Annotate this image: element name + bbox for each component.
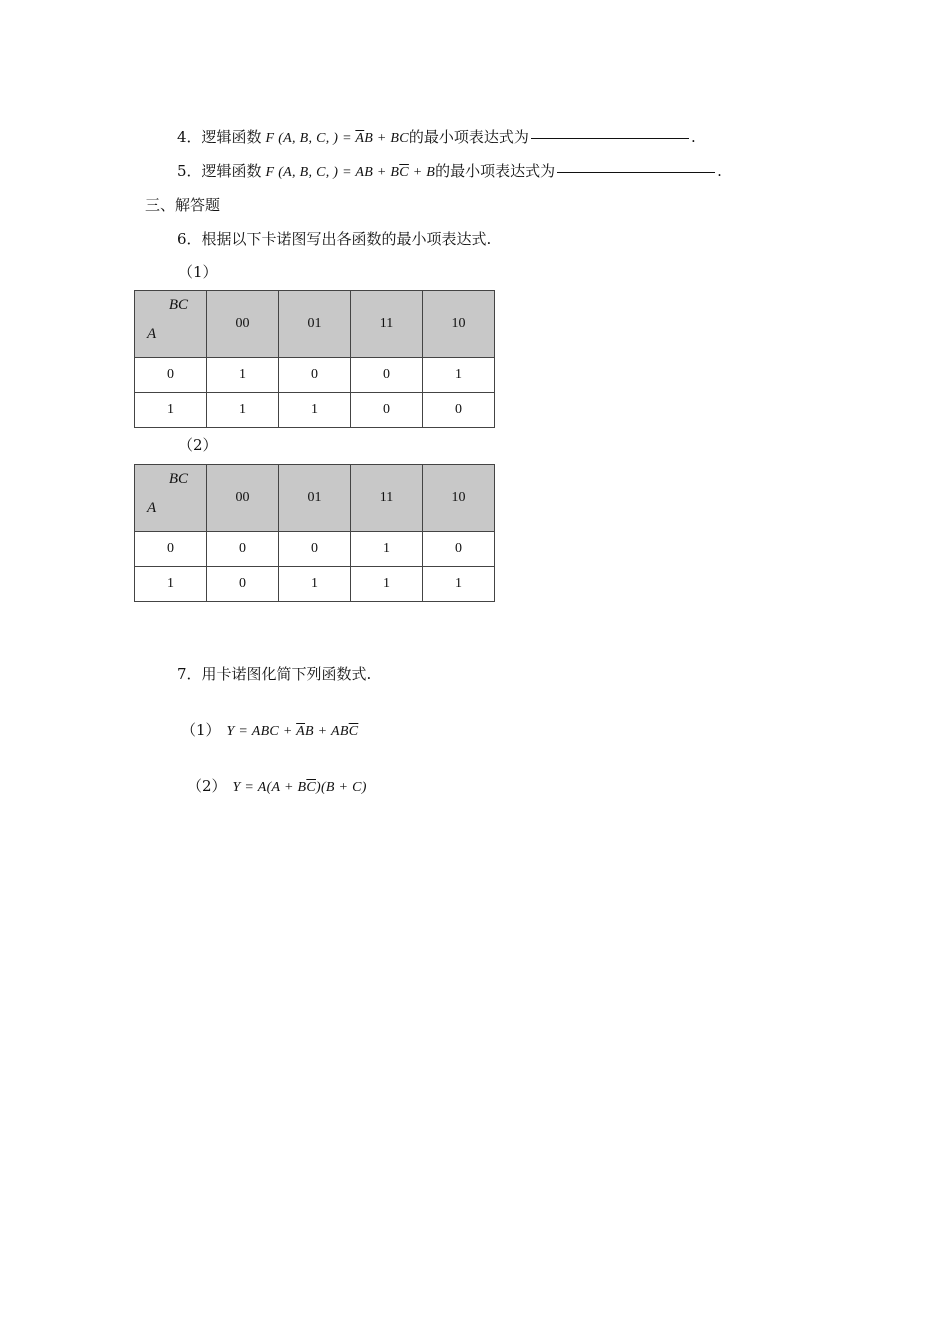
kmap2-col-header: 01	[279, 465, 351, 532]
q7-part-2	[187, 775, 367, 796]
kmap1-cell: 1	[423, 358, 495, 393]
q7-part-2-label: （2）	[187, 777, 227, 795]
kmap1-cell: 1	[207, 358, 279, 393]
kmap2-cell: 1	[351, 532, 423, 567]
question-7: 7．用卡诺图化简下列函数式.	[177, 665, 372, 683]
kmap1-corner-cell: BC A	[135, 291, 207, 358]
kmap1-cell: 1	[207, 393, 279, 428]
kmap2-col-header: 10	[423, 465, 495, 532]
karnaugh-map-1	[134, 290, 495, 428]
q4-number: 4．逻辑函数	[177, 128, 262, 146]
q5-answer-blank[interactable]	[557, 171, 715, 173]
kmap1-row-label: 0	[135, 358, 207, 393]
q5-tail: 的最小项表达式为	[435, 162, 556, 180]
kmap2-col-header: 11	[351, 465, 423, 532]
q6-sub-1-label: （1）	[178, 263, 218, 281]
q5-number: 5．逻辑函数	[177, 162, 262, 180]
q4-tail: 的最小项表达式为	[408, 128, 529, 146]
kmap1-col-header: 01	[279, 291, 351, 358]
question-4: 4．逻辑函数 F (A, B, C, ) = $\overline{A}B$ + BC 的最小项表达式为 .	[177, 128, 696, 146]
q5-formula: F (A, B, C, ) = AB + $B\overline{C} + B$	[265, 165, 436, 180]
kmap2-row	[135, 532, 495, 567]
q4-formula: F (A, B, C, ) = $\overline{A}B$ + BC	[265, 131, 409, 146]
kmap2-cell: 1	[351, 567, 423, 602]
kmap1-col-header: 00	[207, 291, 279, 358]
kmap1-row	[135, 393, 495, 428]
q7-part-2-formula: $Y = A(A + B\overline{C})(B + C)$	[232, 780, 367, 795]
kmap1-cell: 1	[279, 393, 351, 428]
q7-part-1	[181, 719, 358, 740]
karnaugh-map-2	[134, 464, 495, 602]
kmap1-col-header: 10	[423, 291, 495, 358]
kmap2-cell: 0	[279, 532, 351, 567]
kmap1-cell: 0	[351, 393, 423, 428]
question-5: 5．逻辑函数 F (A, B, C, ) = AB + $B\overline{C} + B$ 的最小项表达式为 .	[177, 162, 722, 180]
section-heading: 三、解答题	[145, 196, 221, 214]
kmap2-cell: 0	[423, 532, 495, 567]
kmap2-col-header: 00	[207, 465, 279, 532]
kmap2-cell: 1	[423, 567, 495, 602]
q7-part-1-formula: Y = ABC + $\overline{A}B + AB\overline{C}$	[226, 724, 359, 739]
kmap1-row-label: 1	[135, 393, 207, 428]
kmap1-col-header: 11	[351, 291, 423, 358]
question-6: 6．根据以下卡诺图写出各函数的最小项表达式.	[177, 230, 492, 248]
kmap2-corner-cell: BC A	[135, 465, 207, 532]
kmap2-cell: 1	[279, 567, 351, 602]
kmap2-row-label: 0	[135, 532, 207, 567]
kmap1-row	[135, 358, 495, 393]
q4-answer-blank[interactable]	[531, 137, 689, 139]
kmap1-cell: 0	[423, 393, 495, 428]
kmap1-cell: 0	[279, 358, 351, 393]
kmap2-row-label: 1	[135, 567, 207, 602]
kmap2-header-row	[135, 465, 495, 532]
q6-sub-2-label: （2）	[178, 436, 218, 454]
kmap2-cell: 0	[207, 532, 279, 567]
kmap2-cell: 0	[207, 567, 279, 602]
kmap1-header-row	[135, 291, 495, 358]
kmap2-row	[135, 567, 495, 602]
q7-part-1-label: （1）	[181, 721, 221, 739]
kmap1-cell: 0	[351, 358, 423, 393]
